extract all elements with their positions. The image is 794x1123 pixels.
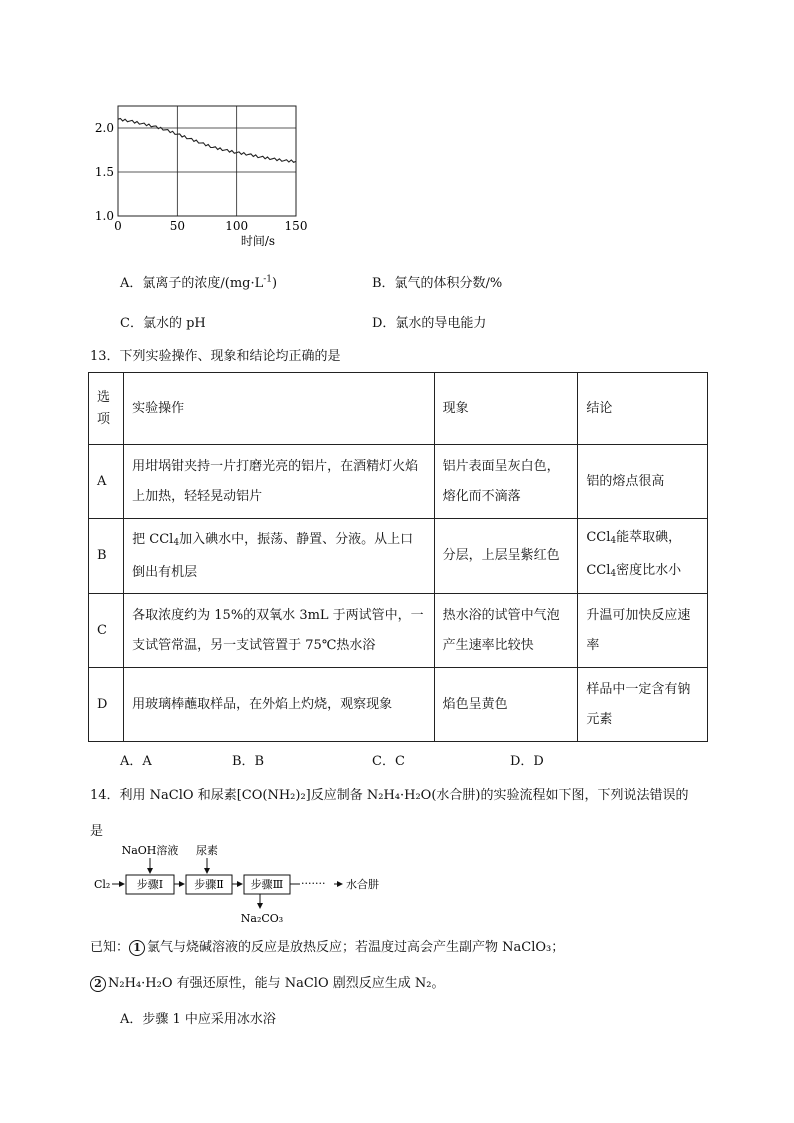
option-b: B．氯气的体积分数/% <box>372 276 503 291</box>
option-a-sup: -1 <box>263 274 273 285</box>
table-header-row <box>89 373 708 445</box>
x-axis-label: 时间/s <box>240 234 276 248</box>
concl1-pre: CCl <box>586 530 611 545</box>
x-tick-label: 100 <box>225 219 249 233</box>
x-tick-label: 50 <box>169 219 185 233</box>
known-2-text: N₂H₄·H₂O 有强还原性，能与 NaClO 剧烈反应生成 N₂。 <box>108 976 445 991</box>
row-conclusion: 样品中一定含有钠元素 <box>578 668 708 742</box>
flow-reagent-1: NaOH溶液 <box>121 844 179 857</box>
table-row <box>89 594 708 668</box>
y-tick-label: 1.5 <box>94 165 114 179</box>
option-a <box>120 272 277 291</box>
table-row <box>89 519 708 594</box>
row-phenomenon: 热水浴的试管中气泡产生速率比较快 <box>434 594 578 668</box>
line-chart <box>88 100 318 250</box>
x-tick-label: 150 <box>284 219 308 233</box>
option-a-text: A．氯离子的浓度/(mg·L <box>120 276 264 291</box>
row-option: D <box>89 668 124 742</box>
row-phenomenon: 分层，上层呈紫红色 <box>434 519 578 594</box>
row-phenomenon: 焰色呈黄色 <box>434 668 578 742</box>
row-operation <box>124 519 435 594</box>
known-prefix: 已知： <box>90 940 130 955</box>
row-operation: 用玻璃棒蘸取样品，在外焰上灼烧，观察现象 <box>124 668 435 742</box>
concl1-post: 能萃取碘， <box>616 530 682 545</box>
row-conclusion: 升温可加快反应速率 <box>578 594 708 668</box>
x-tick-label: 0 <box>114 219 122 233</box>
table-row <box>89 668 708 742</box>
row-conclusion: 铝的熔点很高 <box>578 445 708 519</box>
op-pre: 把 CCl <box>132 531 174 547</box>
row-option: B <box>89 519 124 594</box>
concl2-post: 密度比水小 <box>616 563 682 578</box>
option-c: C．氯水的 pH <box>120 316 206 331</box>
row-operation: 各取浓度约为 15%的双氧水 3mL 于两试管中，一支试管常温，另一支试管置于 75℃热水浴 <box>124 594 435 668</box>
flow-step-3: 步骤Ⅲ <box>250 878 284 891</box>
option-d: D．氯水的导电能力 <box>372 316 487 331</box>
flow-step-1: 步骤Ⅰ <box>136 878 164 891</box>
row-conclusion <box>578 519 708 594</box>
flow-reagent-2: 尿素 <box>196 844 218 857</box>
table-row <box>89 445 708 519</box>
concl2-pre: CCl <box>586 563 611 578</box>
circle-number-1: 1 <box>129 940 145 956</box>
y-tick-label: 1.0 <box>94 209 114 223</box>
op-post: 加入碘水中，振荡、静置、分液。从上口倒出有机层 <box>132 531 414 580</box>
concl1-sub: 4 <box>610 536 617 546</box>
flow-product: 水合肼 <box>346 878 379 891</box>
plot-border <box>118 106 296 216</box>
y-tick-label: 2.0 <box>94 121 114 135</box>
flow-input: Cl₂ <box>94 878 111 891</box>
row-phenomenon: 铝片表面呈灰白色，熔化而不滴落 <box>434 445 578 519</box>
row-option: A <box>89 445 124 519</box>
q14-known-2 <box>90 972 444 992</box>
option-a-close: ) <box>272 276 278 291</box>
chart-grid <box>118 106 296 216</box>
q13-option-a: A．A <box>120 754 152 769</box>
q13-option-d: D．D <box>510 754 544 769</box>
flow-byproduct: Na₂CO₃ <box>240 912 284 925</box>
header-option: 选 项 <box>89 373 124 445</box>
header-conclusion: 结论 <box>578 373 708 445</box>
flow-diagram <box>90 840 420 928</box>
q13-stem: 13．下列实验操作、现象和结论均正确的是 <box>90 349 341 364</box>
flow-step-2: 步骤Ⅱ <box>194 878 224 891</box>
flow-dots: ······· <box>301 877 326 890</box>
row-option: C <box>89 594 124 668</box>
series-line <box>118 119 296 163</box>
row-operation: 用坩埚钳夹持一片打磨光亮的铝片，在酒精灯火焰上加热，轻轻晃动铝片 <box>124 445 435 519</box>
circle-number-2: 2 <box>90 976 106 992</box>
q13-option-b: B．B <box>232 754 265 769</box>
concl2-sub: 4 <box>610 569 617 579</box>
q14-option-a: A．步骤 1 中应采用冰水浴 <box>120 1012 276 1027</box>
q14-known-1 <box>90 936 564 956</box>
q14-stem-line1: 14．利用 NaClO 和尿素[CO(NH₂)₂]反应制备 N₂H₄·H₂O(水合肼)的实验流程如下图，下列说法错误的 <box>90 788 689 803</box>
known-1-text: 氯气与烧碱溶液的反应是放热反应；若温度过高会产生副产物 NaClO₃； <box>147 940 565 955</box>
q13-option-c: C．C <box>372 754 405 769</box>
header-operation: 实验操作 <box>124 373 435 445</box>
op-sub: 4 <box>173 537 180 548</box>
experiment-table <box>88 372 708 742</box>
header-phenomenon: 现象 <box>434 373 578 445</box>
q14-stem-line2: 是 <box>90 824 104 839</box>
